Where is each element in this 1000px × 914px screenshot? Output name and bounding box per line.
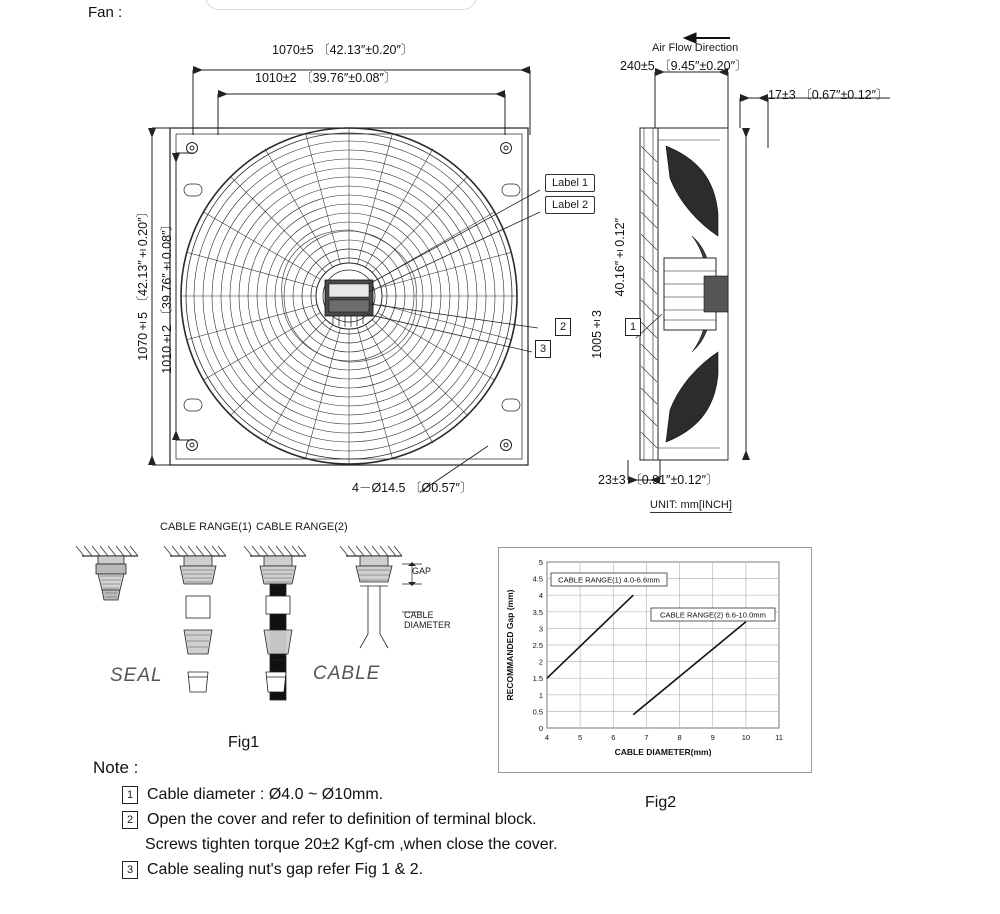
svg-text:2.5: 2.5: [532, 641, 543, 650]
svg-text:7: 7: [644, 733, 649, 742]
note-number: 2: [122, 811, 138, 829]
side-dim-base: 23±3 〔0.91″±0.12″〕: [598, 473, 719, 487]
cable-range-1-label: CABLE RANGE(1): [160, 521, 252, 533]
svg-text:1: 1: [538, 690, 543, 700]
svg-text:3: 3: [538, 624, 543, 634]
svg-text:CABLE DIAMETER(mm): CABLE DIAMETER(mm): [614, 747, 712, 757]
svg-text:4.5: 4.5: [532, 574, 543, 584]
note-text: Screws tighten torque 20±2 Kgf-cm ,when close the cover.: [145, 836, 558, 853]
svg-text:CABLE RANGE(1) 4.0-6.6mm: CABLE RANGE(1) 4.0-6.6mm: [558, 575, 660, 585]
side-dim-flange: 17±3 〔0.67″±0.12″〕: [768, 88, 889, 102]
note-item: [122, 786, 558, 804]
svg-text:0: 0: [538, 724, 543, 733]
airflow-label: Air Flow Direction: [652, 42, 739, 54]
cable-diameter-label: CABLE DIAMETER: [404, 610, 451, 630]
svg-text:3.5: 3.5: [532, 607, 543, 617]
top-rounded-artifact: [205, 0, 477, 10]
svg-text:8: 8: [677, 733, 682, 742]
note-number: 3: [122, 861, 138, 879]
label-1-callout: Label 1: [545, 174, 595, 192]
unit-label: UNIT: mm[INCH]: [650, 499, 732, 511]
svg-text:6: 6: [611, 733, 616, 742]
note-text: Cable diameter : Ø4.0 ~ Ø10mm.: [147, 786, 384, 803]
svg-text:0.5: 0.5: [532, 707, 543, 717]
svg-text:CABLE RANGE(2) 6.6-10.0mm: CABLE RANGE(2) 6.6-10.0mm: [660, 610, 766, 620]
note-number: 1: [122, 786, 138, 804]
front-callout-2: 2: [555, 318, 571, 336]
front-dim-left-inner: 1010±2 〔39.76″±0.08″〕: [160, 218, 174, 374]
side-dim-height-inner: 40.16″±0.12″: [613, 218, 627, 297]
front-hole-note: 4－Ø14.5 〔Ø0.57″〕: [352, 481, 473, 495]
note-text: Open the cover and refer to definition of terminal block.: [147, 811, 537, 828]
svg-text:4: 4: [544, 733, 550, 742]
notes-list: [122, 786, 558, 886]
front-dim-top-outer: 1070±5 〔42.13″±0.20″〕: [272, 43, 414, 57]
note-item: [122, 836, 558, 854]
fig1-caption: Fig1: [228, 734, 260, 751]
fan-label: Fan :: [88, 4, 123, 21]
svg-text:5: 5: [538, 558, 543, 567]
front-callout-3: 3: [535, 340, 551, 358]
side-callout-1: 1: [625, 318, 641, 336]
side-dim-depth: 240±5 〔9.45″±0.20″〕: [620, 59, 748, 73]
front-dim-top-inner: 1010±2 〔39.76″±0.08″〕: [255, 71, 397, 85]
front-dim-left-outer: 1070±5 〔42.13″±0.20″〕: [136, 205, 150, 361]
svg-text:9: 9: [710, 733, 715, 742]
label-2-callout: Label 2: [545, 196, 595, 214]
svg-text:1.5: 1.5: [532, 674, 543, 684]
svg-text:5: 5: [578, 733, 583, 742]
svg-text:10: 10: [741, 733, 751, 742]
note-item: [122, 811, 558, 829]
svg-text:RECOMMANDED Gap (mm): RECOMMANDED Gap (mm): [505, 589, 515, 701]
front-view-drawing: [120, 40, 590, 510]
svg-text:4: 4: [538, 591, 543, 601]
note-text: Cable sealing nut's gap refer Fig 1 & 2.: [147, 861, 424, 878]
side-dim-height-outer: 1005±3: [590, 310, 604, 359]
svg-text:11: 11: [775, 733, 783, 742]
seal-label: SEAL: [110, 665, 163, 686]
svg-text:2: 2: [538, 657, 543, 667]
cable-range-2-label: CABLE RANGE(2): [256, 521, 348, 533]
fig2-chart: [498, 547, 812, 773]
fig2-caption: Fig2: [645, 794, 677, 811]
note-label: Note :: [93, 758, 139, 777]
note-item: [122, 861, 558, 879]
cable-label: CABLE: [313, 663, 381, 684]
fig1-drawing: [60, 538, 460, 738]
gap-label: GAP: [412, 566, 432, 576]
